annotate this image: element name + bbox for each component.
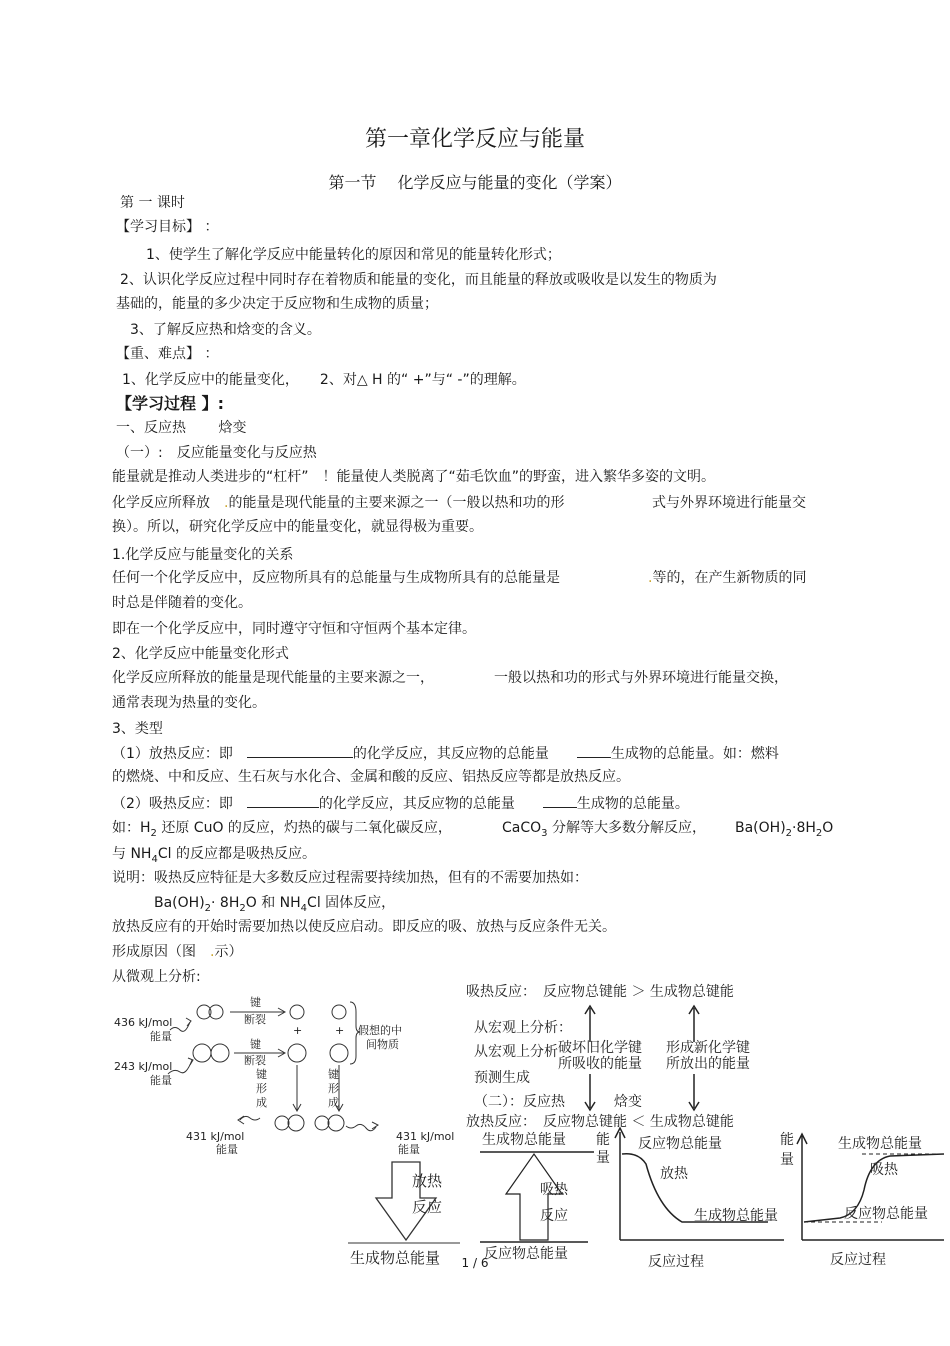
goal-1: 1、使学生了解化学反应中能量转化的原因和常见的能量转化形式； (146, 247, 561, 263)
note-1: 说明：吸热反应特征是大多数反应过程需要持续加热，但有的不需要加热如： (112, 870, 588, 886)
subsection-3: 3、类型 (112, 721, 163, 737)
form-new-bond-1: 形成新化学键 (666, 1040, 750, 1056)
bond-break-label-1b: 断裂 (244, 1013, 266, 1026)
paragraph-2c: 式与外界环境进行能量交 (652, 495, 806, 511)
s1-line-2: 时总是伴随着的变化。 (112, 595, 252, 611)
svg-text:形: 形 (328, 1082, 339, 1095)
process-header: 【学习过程 】: (116, 394, 224, 413)
process-label-endo: 反应过程 (830, 1252, 886, 1268)
energy-axis-exo-1: 能 (596, 1132, 610, 1148)
s2-line-1a: 化学反应所释放的能量是现代能量的主要来源之一， (112, 670, 434, 686)
note-3: 放热反应有的开始时需要加热以使反应启动。即反应的吸、放热与反应条件无关。 (112, 919, 616, 935)
endo-examples-1: 如：$H_2$ 还原 CuO 的反应，灼热的碳与二氧化碳反应， (112, 820, 452, 839)
key-points: 1、化学反应中的能量变化， 2、对△ H 的“ +”与“ -”的理解。 (122, 372, 526, 388)
paragraph-2d: 换）。所以，研究化学反应中的能量变化，就显得极为重要。 (112, 519, 483, 535)
blank-exo-definition[interactable] (247, 744, 353, 758)
energy-436-label: 436 kJ/mol (114, 1016, 173, 1029)
reactant-total-exo: 反应物总能量 (638, 1136, 722, 1152)
product-total-endo: 生成物总能量 (838, 1136, 922, 1152)
reactant-total-bottom: 反应物总能量 (484, 1246, 568, 1262)
exo-release-label: 放热 (660, 1166, 688, 1182)
type-2-line: （2）吸热反应：即 的化学反应，其反应物的总能量 生成物的总能量。 (112, 796, 689, 812)
blank-exo-compare[interactable] (577, 744, 611, 758)
subsection-2: 2、化学反应中能量变化形式 (112, 646, 289, 662)
endo-bond-energy-line: 吸热反应： 反应物总键能 ＞ 生成物总键能 (466, 984, 734, 1000)
predict-label: 预测生成 (474, 1070, 530, 1086)
energy-431-left-label: 431 kJ/mol (186, 1130, 245, 1143)
enthalpy-label: 焓变 (614, 1094, 642, 1110)
macro-analysis-1: 从宏观上分析： (474, 1020, 572, 1036)
svg-text:键: 键 (328, 1068, 339, 1081)
paragraph-2a: 化学反应所释放 .的能量是现代能量的主要来源之一（一般以热和功的形 (112, 495, 565, 511)
energy-label-1: 能量 (150, 1030, 172, 1043)
type-1-line: （1）放热反应：即 的化学反应，其反应物的总能量 生成物的总能量。如：燃料 (112, 746, 779, 762)
plus-2: + (335, 1024, 345, 1037)
reactant-total-endo: 反应物总能量 (844, 1206, 928, 1222)
energy-431-right-label: 431 kJ/mol (396, 1130, 455, 1143)
endo-examples-4: 与 $NH_4Cl$ 的反应都是吸热反应。 (112, 846, 316, 865)
section-1a: （一）: 反应能量变化与反应热 (116, 445, 317, 461)
s1-line-3: 即在一个化学反应中，同时遵守守恒和守恒两个基本定律。 (112, 621, 476, 637)
endo-label-2: 反应 (540, 1208, 568, 1224)
energy-axis-endo-2: 量 (780, 1152, 794, 1168)
energy-axis-endo-1: 能 (780, 1132, 794, 1148)
product-total-top: 生成物总能量 (482, 1132, 566, 1148)
section-2-label: （二）：反应热 (474, 1094, 565, 1110)
endo-examples-2: CaCO$_3$ 分解等大多数分解反应， (502, 820, 706, 839)
bond-break-label-2b: 断裂 (244, 1054, 266, 1067)
endo-examples-3: $Ba(OH)_2\cdot 8H_2O$ (735, 820, 834, 839)
page-footer: 1 / 6 (461, 1256, 489, 1270)
svg-text:成: 成 (328, 1096, 339, 1109)
subsection-1: 1.化学反应与能量变化的关系 (112, 547, 294, 563)
goals-header: 【学习目标】 ： (116, 219, 219, 235)
imagined-intermediate-1: 假想的中 (358, 1024, 402, 1037)
exo-bond-energy-line: 放热反应： 反应物总键能 ＜ 生成物总键能 (466, 1114, 734, 1130)
s2-line-2: 通常表现为热量的变化。 (112, 695, 266, 711)
type-1-examples: 的燃烧、中和反应、生石灰与水化合、金属和酸的反应、铝热反应等都是放热反应。 (112, 769, 630, 785)
energy-label-4: 能量 (398, 1143, 420, 1156)
micro-analysis: 从微观上分析: (112, 969, 201, 985)
s1-line-1a: 任何一个化学反应中，反应物所具有的总能量与生成物所具有的总能量是 (112, 570, 560, 586)
energy-label-3: 能量 (216, 1143, 238, 1156)
exo-label-1: 放热 (412, 1172, 443, 1190)
section-title: 第一节 化学反应与能量的变化（学案） (328, 173, 622, 192)
endo-absorb-label: 吸热 (870, 1162, 898, 1178)
energy-analysis-diagram (462, 978, 948, 1278)
paragraph-1: 能量就是推动人类进步的“杠杆” ！能量使人类脱离了“茹毛饮血”的野蛮，进入繁华多姿的文明。 (112, 469, 716, 485)
endo-label-1: 吸热 (540, 1182, 568, 1198)
chapter-title: 第一章化学反应与能量 (364, 127, 585, 152)
energy-axis-exo-2: 量 (596, 1150, 610, 1166)
key-header: 【重、难点】 ： (116, 346, 219, 362)
bond-break-label-1: 键 (250, 996, 261, 1009)
exo-label-2: 反应 (412, 1198, 443, 1216)
section-1: 一、反应热 焓变 (116, 420, 247, 436)
note-2: $Ba(OH)_2\cdot 8H_2O$ 和 $NH_4Cl$ 固体反应， (154, 895, 396, 914)
cause-line: 形成原因（图 .示） (112, 944, 243, 960)
plus-1: + (293, 1024, 303, 1037)
product-total-energy-left: 生成物总能量 (350, 1249, 441, 1267)
break-old-bond-1: 破坏旧化学键 (558, 1040, 642, 1056)
blank-endo-compare[interactable] (543, 794, 577, 808)
form-new-bond-2: 所放出的能量 (666, 1056, 750, 1072)
goal-2b: 基础的，能量的多少决定于反应物和生成物的质量； (116, 296, 438, 312)
macro-analysis-2: 从宏观上分析 (474, 1044, 558, 1060)
imagined-intermediate-2: 间物质 (366, 1038, 399, 1051)
break-old-bond-2: 所吸收的能量 (558, 1056, 642, 1072)
process-label-exo: 反应过程 (648, 1254, 704, 1270)
goal-2a: 2、认识化学反应过程中同时存在着物质和能量的变化，而且能量的释放或吸收是以发生的物质为 (120, 272, 717, 288)
bond-break-label-2: 键 (250, 1038, 261, 1051)
svg-text:成: 成 (256, 1096, 267, 1109)
period-label: 第 一 课时 (120, 195, 185, 211)
energy-243-label: 243 kJ/mol (114, 1060, 173, 1073)
s1-line-1b: .等的，在产生新物质的同 (648, 570, 807, 586)
s2-line-1b: 一般以热和功的形式与外界环境进行能量交换， (494, 670, 788, 686)
svg-text:形: 形 (256, 1082, 267, 1095)
svg-text:键: 键 (256, 1068, 267, 1081)
energy-label-2: 能量 (150, 1074, 172, 1087)
goal-3: 3、了解反应热和焓变的含义。 (130, 322, 321, 338)
product-total-exo: 生成物总能量 (694, 1208, 778, 1224)
blank-endo-definition[interactable] (247, 794, 319, 808)
bond-energy-diagram (110, 990, 465, 1270)
